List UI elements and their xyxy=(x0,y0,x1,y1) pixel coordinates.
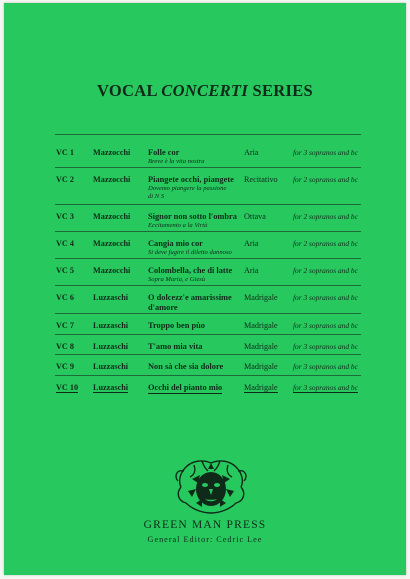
work-code: VC 1 xyxy=(56,148,74,157)
row-divider xyxy=(55,375,361,376)
composer-name: Luzzaschi xyxy=(93,362,129,371)
work-title: O dolcezz'e amarissime xyxy=(148,293,232,302)
composer-name: Luzzaschi xyxy=(93,342,129,351)
work-title-block xyxy=(148,383,222,394)
work-code: VC 5 xyxy=(56,266,74,275)
work-genre: Aria xyxy=(244,148,259,157)
row-divider xyxy=(55,313,361,314)
work-title: Folle cor xyxy=(148,148,180,157)
work-genre: Madrigale xyxy=(244,293,278,302)
work-title: Non sà che sia dolore xyxy=(148,362,224,371)
work-scoring: for 2 sopranos and bc xyxy=(293,212,358,221)
row-divider xyxy=(55,354,361,355)
publisher-name: GREEN MAN PRESS xyxy=(143,519,267,531)
work-genre: Aria xyxy=(244,239,259,248)
green-man-face-icon xyxy=(172,457,250,515)
work-scoring: for 3 sopranos and bc xyxy=(293,148,358,157)
row-divider xyxy=(55,334,361,335)
work-scoring: for 3 sopranos and bc xyxy=(293,383,358,392)
work-title: Occhi del pianto mio xyxy=(148,383,223,392)
work-title-block xyxy=(148,362,223,372)
work-scoring: for 3 sopranos and bc xyxy=(293,293,358,302)
work-code: VC 10 xyxy=(56,383,79,392)
composer-name: Mazzocchi xyxy=(93,266,131,275)
row-divider xyxy=(55,285,361,286)
row-divider xyxy=(55,258,361,259)
work-code: VC 9 xyxy=(56,362,74,371)
work-title-block xyxy=(148,266,232,284)
work-subtitle: Sopra Maria, e Giesù xyxy=(148,276,206,283)
work-title-block xyxy=(148,175,234,201)
series-title: VOCAL CONCERTI SERIES xyxy=(97,81,313,100)
row-divider xyxy=(55,231,361,232)
composer-name: Mazzocchi xyxy=(93,148,131,157)
work-title: T'amo mia vita xyxy=(148,342,203,351)
work-code: VC 6 xyxy=(56,293,74,302)
work-subtitle: Eccitamento a la Virtù xyxy=(148,222,208,229)
work-subtitle: di N S xyxy=(148,193,165,200)
work-title-block xyxy=(148,239,232,257)
work-title: Signor non sotto l'ombra xyxy=(148,212,237,221)
work-genre: Madrigale xyxy=(244,383,278,392)
row-divider xyxy=(55,204,361,205)
work-scoring: for 3 sopranos and bc xyxy=(293,342,358,351)
work-title: Colombella, che di latte xyxy=(148,266,233,275)
work-genre: Madrigale xyxy=(244,362,278,371)
work-title-block xyxy=(148,148,205,166)
work-scoring: for 3 sopranos and bc xyxy=(293,362,358,371)
work-scoring: for 3 sopranos and bc xyxy=(293,321,358,330)
work-subtitle: d'amore xyxy=(148,303,178,312)
cover-page xyxy=(4,3,406,575)
work-code: VC 8 xyxy=(56,342,74,351)
composer-name: Mazzocchi xyxy=(93,239,131,248)
work-title-block xyxy=(148,321,205,331)
composer-name: Luzzaschi xyxy=(93,321,129,330)
work-genre: Aria xyxy=(244,266,259,275)
composer-name: Mazzocchi xyxy=(93,212,131,221)
work-genre: Ottava xyxy=(244,212,266,221)
work-scoring: for 2 sopranos and bc xyxy=(293,239,358,248)
work-genre: Madrigale xyxy=(244,321,278,330)
general-editor: General Editor: Cedric Lee xyxy=(147,535,263,544)
composer-name: Mazzocchi xyxy=(93,175,131,184)
work-genre: Madrigale xyxy=(244,342,278,351)
top-rule xyxy=(55,134,361,135)
work-code: VC 2 xyxy=(56,175,74,184)
work-title: Troppo ben pùo xyxy=(148,321,205,330)
work-genre: Recitativo xyxy=(244,175,278,184)
composer-name: Luzzaschi xyxy=(93,383,129,392)
work-code: VC 4 xyxy=(56,239,74,248)
work-code: VC 7 xyxy=(56,321,74,330)
row-divider xyxy=(55,167,361,168)
work-subtitle: Dovemo piangere la passione xyxy=(148,185,227,192)
composer-name: Luzzaschi xyxy=(93,293,129,302)
work-code: VC 3 xyxy=(56,212,74,221)
work-title-block xyxy=(148,212,237,230)
work-title-block xyxy=(148,342,202,352)
work-title: Cangia mio cor xyxy=(148,239,203,248)
work-title-block xyxy=(148,293,232,313)
work-subtitle: Si deve fugire il diletto dannoso xyxy=(148,249,232,256)
work-title: Piangete occhi, piangete xyxy=(148,175,234,184)
work-subtitle: Breve è la vita nostra xyxy=(148,158,205,165)
work-scoring: for 2 sopranos and bc xyxy=(293,266,358,275)
work-scoring: for 2 sopranos and bc xyxy=(293,175,358,184)
